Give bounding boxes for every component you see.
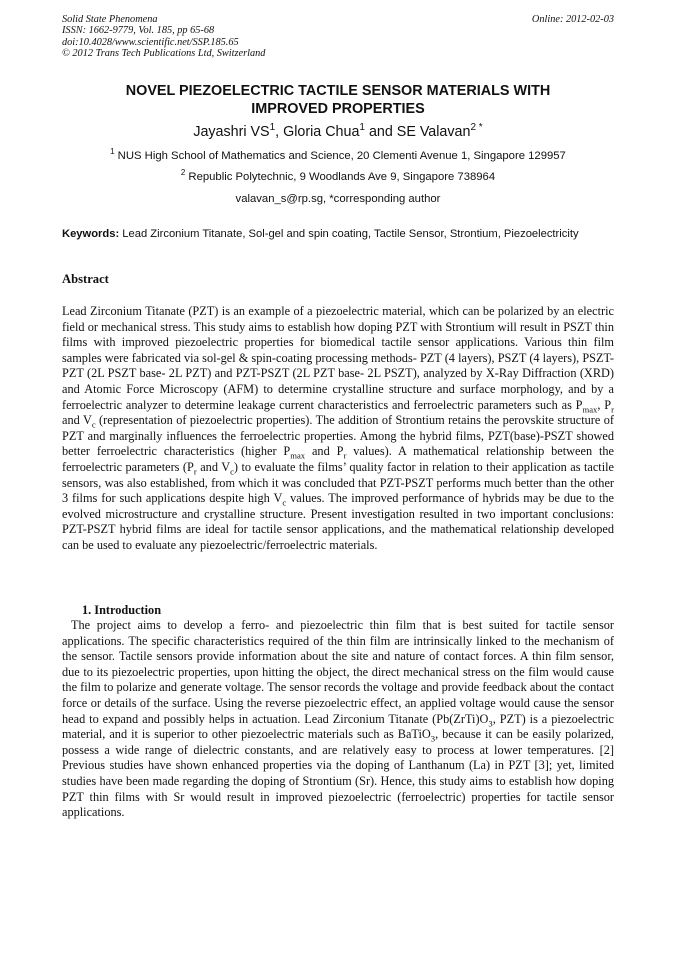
abstract-text: ) to evaluate the films’ quality factor in relation to their application as tactile sensors, was also established, from which it was concluded that PZT-PSZT performs much better than the other 3 films for such applications despite high V (62, 459, 615, 506)
affiliation-1-text: NUS High School of Mathematics and Science, 20 Clementi Avenue 1, Singapore 129957 (114, 150, 566, 162)
journal-header (62, 14, 265, 60)
introduction-heading: 1. Introduction (82, 603, 162, 617)
abstract-text: and V (62, 413, 92, 428)
introduction-body (62, 618, 614, 821)
abstract-text: and P (305, 444, 344, 459)
abstract-text: , P (597, 397, 612, 412)
subscript: 3 (430, 733, 436, 744)
subscript: max (290, 450, 306, 461)
introduction-text: The project aims to develop a ferro- and piezoelectric thin film that is best suited for tactile sensor applications. The specific characteristics required of the thin film are intrinsically linked to the mechanism of the sensor. Tactile sensors provide information about the site and nature of contact forces. A thin film sensor, due to its piezoelectric properties, upon hitting the object, the direct mechanical stress on the film would cause the film to polarize and generate voltage. The sensor records the voltage and provide feedback about the contact force or details of the surface. Using the reverse piezoelectric effect, an applied voltage would cause the sensor head to expand and possibly helps in actuation. Lead Zirconium Titanate (Pb(ZrTi)O (62, 618, 614, 726)
keywords (62, 227, 614, 243)
introduction-text: , PZT) is a piezoelectric material, and it is superior to other piezoelectric materials such as BaTiO (62, 711, 614, 742)
author-3: SE Valavan (396, 124, 471, 140)
abstract-heading: Abstract (62, 272, 109, 286)
introduction-text: , because it can be easily polarized, possess a wide range of dielectric constants, and are relatively easy to process at lower temperatures. [2] Previous studies have shown enhanced properties via the doping of Lanthanum (La) in PZT [3]; yet, limited studies have been made regarding the doping of Strontium (Sr). Hence, this study aims to establish how doping PZT thin films with Sr would result in improved piezoelectric (ferroelectric) properties for tactile sensor applications. (62, 727, 614, 820)
abstract-text: and V (196, 459, 231, 474)
author-list (62, 124, 614, 140)
subscript: 3 (488, 718, 493, 729)
affiliation-2-number: 2 (180, 168, 186, 178)
keywords-label: Keywords: (62, 228, 120, 240)
abstract-text: (representation of piezoelectric properties). The addition of Strontium retains the perovskite structure of PZT and marginally influences the ferroelectric properties. Among the hybrid films, PZT(base)-PSZT showed better ferroelectric characteristics (higher P (62, 413, 614, 459)
online-date: Online: 2012-02-03 (531, 14, 614, 25)
author-1: Jayashri VS (193, 124, 270, 140)
subscript: c (230, 466, 234, 477)
subscript: c (91, 419, 96, 430)
affiliation-2 (62, 168, 614, 183)
affiliation-2-text: Republic Polytechnic, 9 Woodlands Ave 9, Singapore 738964 (185, 171, 496, 183)
author-1-affil: 1 (269, 122, 276, 134)
issn-line: ISSN: 1662-9779, Vol. 185, pp 65-68 (62, 25, 215, 37)
author-2: Gloria Chua (283, 124, 360, 140)
author-3-affil: 2 * (470, 122, 483, 134)
journal-name: Solid State Phenomena (62, 14, 158, 25)
contact-email: valavan_s@rp.sg, *corresponding author (235, 193, 441, 205)
abstract-text: values). A mathematical relationship between the ferroelectric parameters (P (62, 444, 614, 474)
paper-title (62, 82, 614, 118)
affiliation-1 (62, 147, 614, 162)
subscript: r (611, 404, 614, 415)
abstract-text: values. The improved performance of hybrids may be due to the evolved microstructure and crystalline structure. Present investigation resulted in two important conclusions: PZT-PSZT hybrid films are ideal for tactile sensor applications, and the mathematical relationship developed can be used to evaluate any piezoelectric/ferroelectric materials. (62, 491, 614, 552)
title-line-1: NOVEL PIEZOELECTRIC TACTILE SENSOR MATERIALS WITH (125, 83, 551, 99)
subscript: max (582, 404, 598, 415)
subscript: c (282, 497, 287, 508)
title-line-2: IMPROVED PROPERTIES (251, 101, 425, 117)
subscript: r (343, 450, 347, 461)
author-separator: , (275, 124, 284, 140)
subscript: r (193, 466, 197, 477)
doi-line: doi:10.4028/www.scientific.net/SSP.185.65 (62, 36, 239, 48)
abstract-text: Lead Zirconium Titanate (PZT) is an example of a piezoelectric material, which can be polarized by an electric field or mechanical stress. This study aims to establish how doping PZT with Strontium will result in PSZT thin films with improved piezoelectric properties for biomedical tactile sensor applications. Various thin film samples were fabricated via sol-gel & spin-coating processing methods- PZT (4 layers), PSZT (4 layers), PSZT-PZT (2L PSZT base- 2L PZT) and PZT-PSZT (2L PZT base- 2L PSZT), analyzed by X-Ray Diffraction (XRD) and Atomic Force Microscopy (AFM) to determine crystalline structure and surface morphology, and by a ferroelectric analyzer to determine leakage current characteristics and ferroelectric parameters such as P (62, 304, 614, 412)
author-separator: and (364, 124, 397, 140)
abstract-body (62, 304, 614, 554)
author-2-affil: 1 (359, 122, 365, 134)
keywords-text: Lead Zirconium Titanate, Sol-gel and spin coating, Tactile Sensor, Strontium, Piezoelectricity (119, 228, 579, 240)
affiliation-1-number: 1 (110, 147, 115, 157)
copyright-line: © 2012 Trans Tech Publications Ltd, Switzerland (62, 48, 266, 60)
